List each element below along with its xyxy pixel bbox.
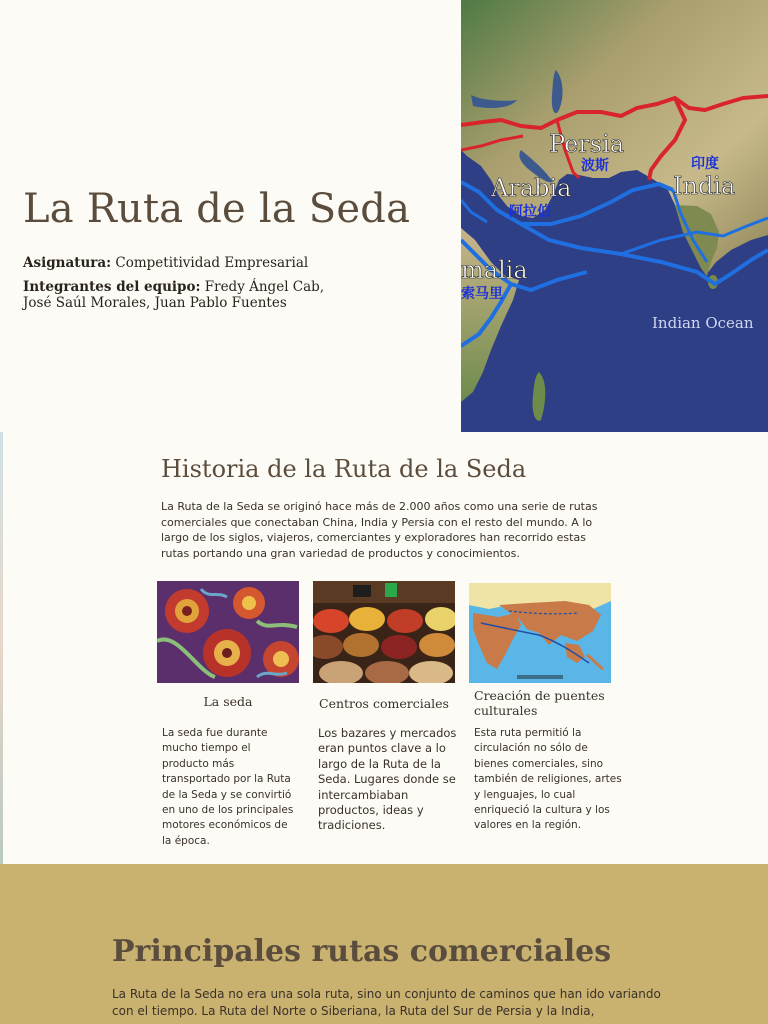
map-label-india: India [673,172,736,200]
card-title-markets: Centros comerciales [319,696,449,711]
team-label: Integrantes del equipo: [23,279,201,295]
route-map-image [469,583,611,683]
team-value: Fredy Ángel Cab, José Saúl Morales, Juan Pablo Fuentes [23,279,325,311]
slide-edge-decoration [0,432,3,864]
card-text-markets: Los bazares y mercados eran puntos clave a lo largo de la Ruta de la Seda. Lugares donde se intercambiaban productos, ideas y tradiciones. [318,726,457,833]
subject-label: Asignatura: [23,255,112,271]
team-line [23,279,353,311]
silk-image [157,581,299,683]
cover-slide [0,0,768,432]
map-label-persia-cn: 波斯 [581,158,609,174]
subject-value: Competitividad Empresarial [111,255,309,271]
map-label-arabia: Arabia [491,174,572,202]
card-title-culture: Creación de puentes culturales [474,688,605,718]
routes-text: La Ruta de la Seda no era una sola ruta, sino un conjunto de caminos que han ido variando con el tiempo. La Ruta del Norte o Siberiana, la Ruta del Sur de Persia y la India, [112,987,661,1018]
history-intro: La Ruta de la Seda se originó hace más de 2.000 años como una serie de rutas comerciales que conectaban China, India y Persia con el resto del mundo. A lo largo de los siglos, viajeros, comerciantes y exploradores han recorrido estas rutas portando una gran variedad de productos y conocimientos. [161,500,598,560]
card-title-silk: La seda [203,694,253,709]
map-label-ocean: Indian Ocean [652,314,754,332]
card-text-silk: La seda fue durante mucho tiempo el producto más transportado por la Ruta de la Seda y se convirtió en uno de los principales motores económicos de la época. [162,727,294,847]
cover-title: La Ruta de la Seda [23,186,411,232]
silk-road-map [461,0,768,432]
market-image [313,581,455,683]
map-label-somalia: malia [461,256,528,284]
history-title: Historia de la Ruta de la Seda [161,455,527,483]
subject-line [23,255,353,271]
routes-title: Principales rutas comerciales [112,934,612,969]
map-label-india-cn: 印度 [691,156,719,172]
history-slide [0,432,768,864]
map-label-persia: Persia [549,130,625,158]
card-text-culture: Esta ruta permitió la circulación no sólo de bienes comerciales, sino también de religiones, artes y lenguajes, lo cual enriqueció la cultura y los valores en la región. [474,727,622,832]
map-label-arabia-cn: 阿拉伯 [509,204,551,220]
routes-slide [0,864,768,1024]
map-label-somalia-cn: 索马里 [461,286,503,302]
